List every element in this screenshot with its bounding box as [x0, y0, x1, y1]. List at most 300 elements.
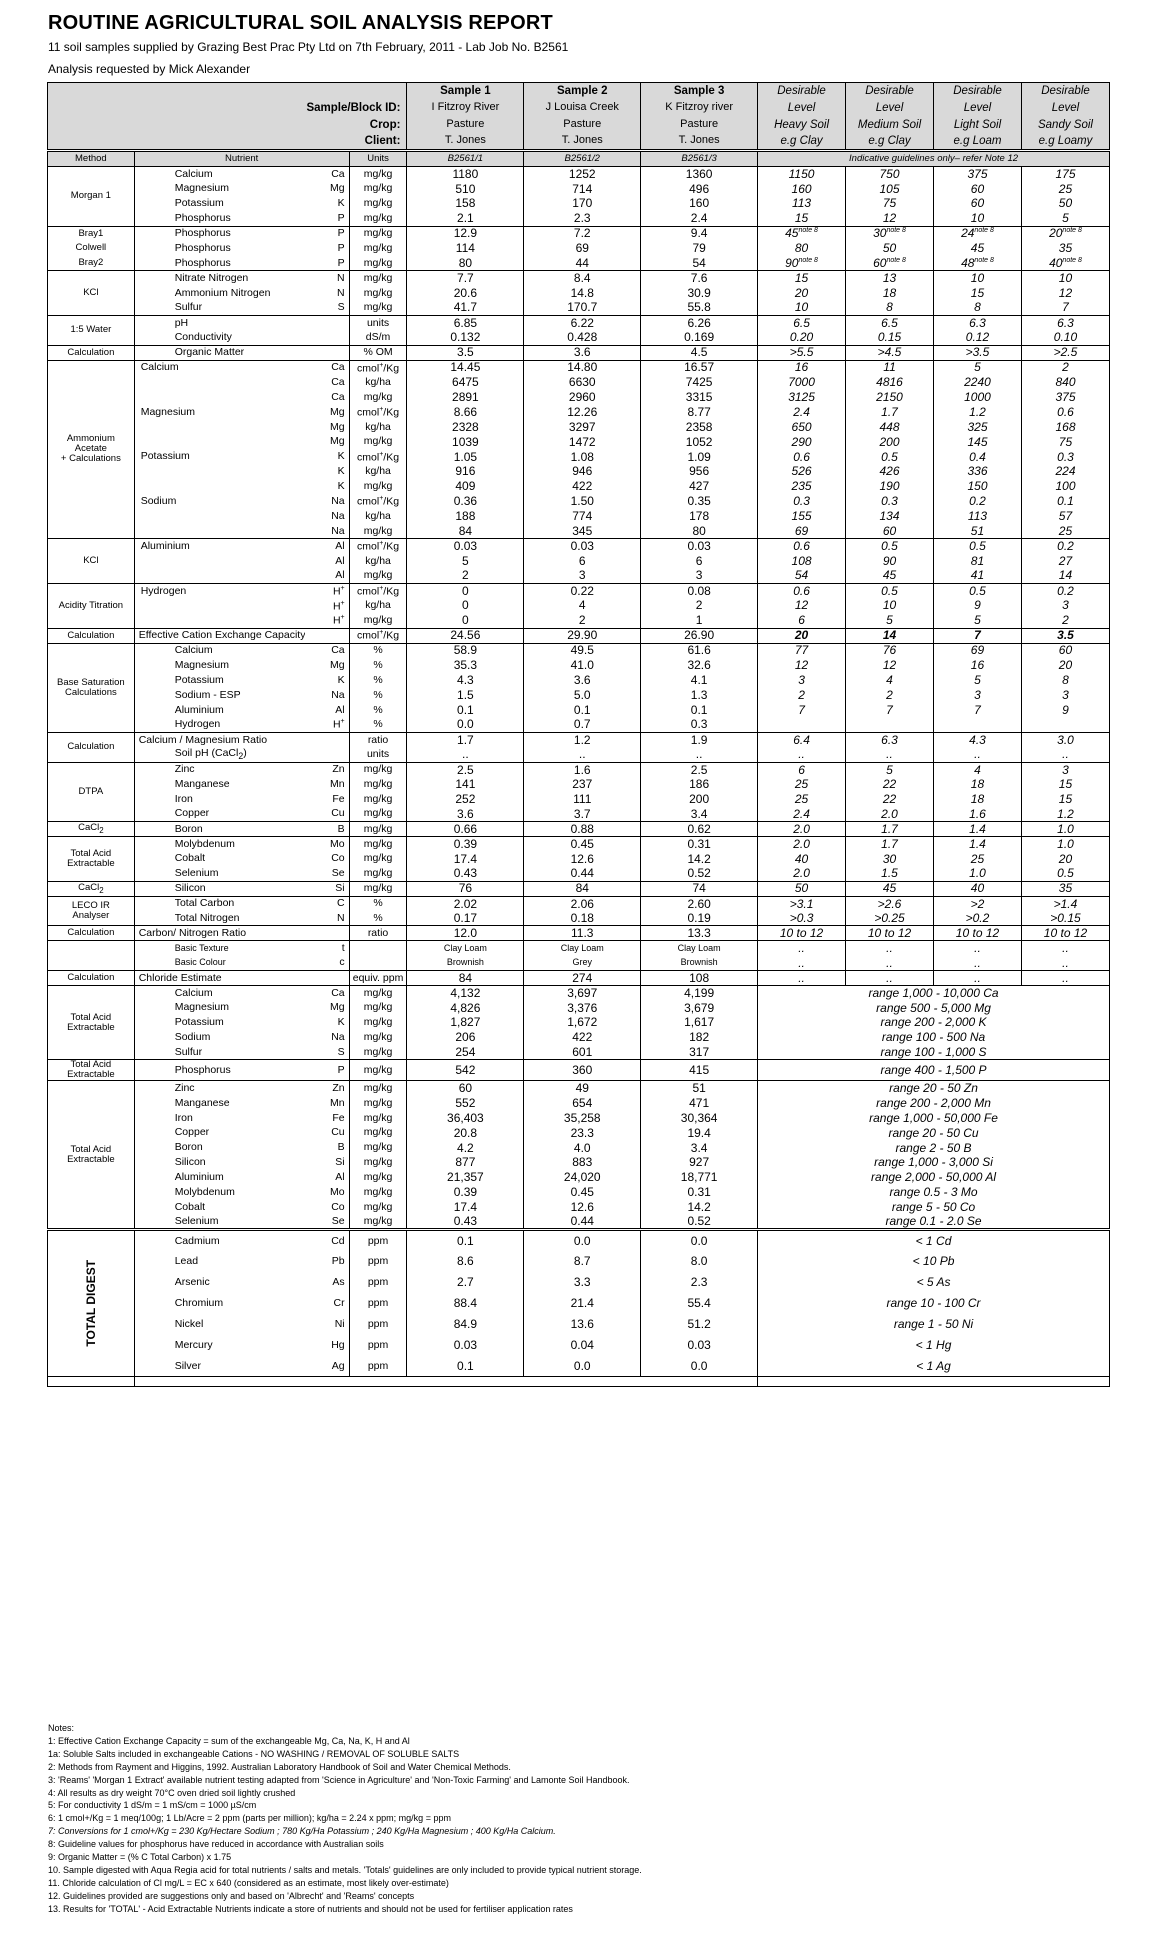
table-row [48, 628, 1110, 643]
table-row [48, 1170, 1110, 1185]
sample-value: 55.4 [641, 1293, 758, 1314]
sample-value: 0.3 [641, 717, 758, 732]
desirable-value: 7000 [758, 375, 846, 390]
sample-value: 8.77 [641, 405, 758, 420]
element-symbol: K [337, 450, 345, 463]
units: kg/ha [349, 375, 407, 390]
sample-value: 1.50 [524, 494, 641, 509]
units: mg/kg [349, 613, 407, 628]
note-item: 10. Sample digested with Aqua Regia acid for total nutrients / salts and metals. 'Totals' guidelines are only included to provide typical nutrient storage. [48, 1864, 642, 1875]
nutrient-name: Sodium - ESP [174, 688, 241, 701]
nutrient-name: Potassium [174, 673, 224, 686]
desirable-value: 3125 [758, 390, 846, 405]
table-row [48, 1140, 1110, 1155]
sample-value: 422 [524, 1030, 641, 1045]
sample-value: 3.6 [524, 673, 641, 688]
sample-value: 274 [524, 971, 641, 986]
table-row [48, 375, 1110, 390]
desirable-value: $90^{note 8}$ [758, 256, 846, 271]
element-symbol: Al [335, 703, 345, 716]
element-symbol: Co [331, 1200, 345, 1213]
sample-value: 16.57 [641, 360, 758, 375]
table-row [48, 554, 1110, 569]
guideline-range: range 1,000 - 50,000 Fe [758, 1111, 1110, 1126]
sample-value: 8.7 [524, 1251, 641, 1272]
metal-row [48, 1251, 1110, 1272]
table-row [48, 464, 1110, 479]
total-digest-label [48, 1230, 135, 1377]
units: mg/kg [349, 762, 407, 777]
desirable-value: 2 [846, 688, 934, 703]
guideline-range: < 1 Ag [758, 1356, 1110, 1377]
desirable-value: 224 [1021, 464, 1109, 479]
desirable-value: 113 [934, 509, 1022, 524]
guideline-range: range 20 - 50 Cu [758, 1126, 1110, 1141]
desirable-value: .. [1021, 941, 1109, 956]
units: mg/kg [349, 1140, 407, 1155]
desirable-value: 325 [934, 420, 1022, 435]
desirable-value: 15 [758, 271, 846, 286]
table-row [48, 524, 1110, 539]
method-label: Base Saturation Calculations [48, 643, 135, 732]
desirable-value: 1.7 [846, 822, 934, 837]
element-symbol: Al [335, 1171, 345, 1184]
sample-value: 0.0 [641, 1230, 758, 1251]
units: mg/kg [349, 1170, 407, 1185]
table-row [48, 211, 1110, 226]
desirable-value: 81 [934, 554, 1022, 569]
nutrient-name: Sulfur [174, 1045, 203, 1058]
table-row [48, 271, 1110, 286]
desirable-value: 0.2 [934, 494, 1022, 509]
table-row [48, 971, 1110, 986]
guideline-range: range 2,000 - 50,000 Al [758, 1170, 1110, 1185]
units: % [349, 896, 407, 911]
units: ppm [349, 1335, 407, 1356]
sample-value: 19.4 [641, 1126, 758, 1141]
table-row [48, 941, 1110, 956]
units: mg/kg [349, 1030, 407, 1045]
nutrient-name: Molybdenum [174, 1186, 235, 1199]
guideline-range: range 400 - 1,500 P [758, 1060, 1110, 1081]
desirable-value: 22 [846, 777, 934, 792]
sample-value: 3,697 [524, 985, 641, 1000]
sample-value: 1360 [641, 167, 758, 182]
element-symbol: Fe [332, 792, 345, 805]
sample-value: 0.43 [407, 1215, 524, 1230]
guideline-range: range 20 - 50 Zn [758, 1081, 1110, 1096]
desirable-value: 4 [846, 673, 934, 688]
units: mg/kg [349, 1096, 407, 1111]
desirable-value: 1.7 [846, 837, 934, 852]
method-label: 1:5 Water [48, 315, 135, 345]
nutrient-name: Iron [174, 1111, 193, 1124]
sample-value: 23.3 [524, 1126, 641, 1141]
sample-value: 20.8 [407, 1126, 524, 1141]
desirable-value: 4.3 [934, 732, 1022, 747]
desirable-value: 1.6 [934, 807, 1022, 822]
header-label: Crop: [48, 117, 407, 134]
desirable-value: 4816 [846, 375, 934, 390]
nutrient-name [134, 420, 305, 435]
sample-value: 0.0 [407, 717, 524, 732]
desirable-value: 75 [846, 196, 934, 211]
element-symbol: Mg [330, 420, 345, 433]
sample-value: 4,132 [407, 985, 524, 1000]
desirable-value: 448 [846, 420, 934, 435]
desirable-level-header: Level [846, 100, 934, 117]
sample-value: 186 [641, 777, 758, 792]
sample-value: 200 [641, 792, 758, 807]
desirable-value: $24^{note 8}$ [934, 226, 1022, 241]
sample-value: 6 [524, 554, 641, 569]
sample-value: 1052 [641, 435, 758, 450]
element-symbol: P [305, 1060, 349, 1081]
sample-value: 6.85 [407, 315, 524, 330]
note-item: 9: Organic Matter = (% C Total Carbon) x 1.75 [48, 1852, 232, 1863]
sample-value: 0 [407, 613, 524, 628]
desirable-value: 3 [1021, 688, 1109, 703]
sample-value: 510 [407, 181, 524, 196]
sample-value: 0.0 [524, 1356, 641, 1377]
sample-value: 427 [641, 479, 758, 494]
units: % [349, 688, 407, 703]
table-row [48, 762, 1110, 777]
units: mg/kg [349, 866, 407, 881]
report-title: ROUTINE AGRICULTURAL SOIL ANALYSIS REPORT [48, 12, 553, 34]
element-symbol: B [305, 822, 349, 837]
desirable-value: 0.5 [934, 539, 1022, 554]
desirable-value: .. [758, 956, 846, 971]
sample-value: 7.6 [641, 271, 758, 286]
sample-value: 41.7 [407, 301, 524, 316]
desirable-value: 45 [934, 241, 1022, 256]
sample-value: 0.36 [407, 494, 524, 509]
metal-name: Silver [174, 1359, 201, 1372]
header-row [48, 134, 1110, 151]
units: cmol+/Kg [349, 494, 407, 509]
desirable-level-header: Light Soil [934, 117, 1022, 134]
element-symbol: P [305, 226, 349, 241]
sample-value: 30,364 [641, 1111, 758, 1126]
desirable-value: 10 to 12 [1021, 926, 1109, 941]
sample-id: K Fitzroy river [641, 100, 758, 117]
sample-client: T. Jones [524, 134, 641, 151]
desirable-value: 77 [758, 643, 846, 658]
note-item: 6: 1 cmol+/Kg = 1 meq/100g; 1 Lb/Acre = 2 ppm (parts per million); kg/ha = 2.24 x ppm; mg/kg = ppm [48, 1813, 451, 1824]
desirable-level-header: Sandy Soil [1021, 117, 1109, 134]
sample-value: 4 [524, 598, 641, 613]
units: mg/kg [349, 1126, 407, 1141]
desirable-value: 60 [1021, 643, 1109, 658]
sample-value: 1.5 [407, 688, 524, 703]
table-row [48, 822, 1110, 837]
metal-name: Lead [174, 1254, 199, 1267]
sample-value: 1 [641, 613, 758, 628]
header-row [48, 100, 1110, 117]
nutrient-name: Organic Matter [134, 345, 305, 360]
element-symbol: Ca [331, 390, 345, 403]
units: mg/kg [349, 1200, 407, 1215]
sample-value: 654 [524, 1096, 641, 1111]
sample-value: 49.5 [524, 643, 641, 658]
desirable-value: 20 [1021, 658, 1109, 673]
element-symbol: Ca [305, 167, 349, 182]
desirable-value: 0.5 [934, 583, 1022, 598]
table-row [48, 732, 1110, 747]
table-row [48, 1126, 1110, 1141]
sample-value: 0.03 [407, 539, 524, 554]
desirable-value: 1.5 [846, 866, 934, 881]
method-label: DTPA [48, 762, 135, 822]
nutrient-name: Basic Colour [174, 957, 226, 968]
desirable-value: .. [934, 941, 1022, 956]
desirable-value: 12 [1021, 286, 1109, 301]
units: ratio [349, 926, 407, 941]
nutrient-name [134, 613, 305, 628]
desirable-value: 1.4 [934, 837, 1022, 852]
table-row [48, 1030, 1110, 1045]
units: mg/kg [349, 286, 407, 301]
sample-value: 883 [524, 1155, 641, 1170]
units: ppm [349, 1272, 407, 1293]
table-row [48, 181, 1110, 196]
element-symbol: Ni [334, 1317, 345, 1330]
note-item: 1: Effective Cation Exchange Capacity = sum of the exchangeable Mg, Ca, Na, K, H and Al [48, 1735, 410, 1746]
sample-value: 8.6 [407, 1251, 524, 1272]
units: cmol+/Kg [349, 449, 407, 464]
nutrient-name: Basic Texture [134, 941, 305, 956]
desirable-value: >1.4 [1021, 896, 1109, 911]
element-symbol: H+ [332, 718, 345, 731]
sample-value: 2.7 [407, 1272, 524, 1293]
nutrient-name: Manganese [174, 1096, 230, 1109]
sample-value: 1.7 [407, 732, 524, 747]
sample-crop: Pasture [641, 117, 758, 134]
note-ref: note 8 [886, 227, 906, 235]
desirable-value [758, 717, 846, 732]
nutrient-name: Sodium [140, 495, 177, 508]
sample-crop: Pasture [407, 117, 524, 134]
desirable-value: 750 [846, 167, 934, 182]
units: mg/kg [349, 985, 407, 1000]
units [349, 941, 407, 956]
nutrient-name: Magnesium [174, 658, 229, 671]
nutrient-name: Calcium [134, 167, 305, 182]
desirable-value: 25 [758, 777, 846, 792]
table-row [48, 911, 1110, 926]
element-symbol: Na [331, 509, 345, 522]
units: kg/ha [349, 509, 407, 524]
desirable-value: 336 [934, 464, 1022, 479]
sample-value: 254 [407, 1045, 524, 1060]
method-label: Calculation [48, 345, 135, 360]
metal-name: Mercury [174, 1338, 213, 1351]
desirable-value: 25 [1021, 181, 1109, 196]
nutrient-name: Aluminium [174, 703, 224, 716]
sample-value: 0.62 [641, 822, 758, 837]
desirable-value: 2240 [934, 375, 1022, 390]
note-item: 3: 'Reams' 'Morgan 1 Extract' available nutrient testing adapted from 'Science in Agriculture' and 'Non-Toxic Farming' and Lamonte Soil Handbook. [48, 1774, 630, 1785]
nutrient-name: Magnesium [174, 1001, 229, 1014]
desirable-value: .. [1021, 747, 1109, 762]
guideline-range: range 1,000 - 3,000 Si [758, 1155, 1110, 1170]
sample-value: Clay Loam [407, 941, 524, 956]
metal-row [48, 1230, 1110, 1251]
table-row [48, 777, 1110, 792]
sample-value: 4.0 [524, 1140, 641, 1155]
sample-value: 0.428 [524, 330, 641, 345]
desirable-value: .. [934, 747, 1022, 762]
sample-value: 774 [524, 509, 641, 524]
units-column-header: Units [349, 151, 407, 167]
sample-value: 946 [524, 464, 641, 479]
desirable-value: 41 [934, 569, 1022, 584]
sample-value: 0.88 [524, 822, 641, 837]
sample-value: 2.5 [407, 762, 524, 777]
method-label: Calculation [48, 732, 135, 762]
units: dS/m [349, 330, 407, 345]
units: % [349, 717, 407, 732]
guideline-range: range 2 - 50 B [758, 1140, 1110, 1155]
units: mg/kg [349, 390, 407, 405]
table-row [48, 837, 1110, 852]
metal-row [48, 1335, 1110, 1356]
sample-value: 0.169 [641, 330, 758, 345]
desirable-value: 0.20 [758, 330, 846, 345]
sample-client: T. Jones [641, 134, 758, 151]
desirable-value: 25 [758, 792, 846, 807]
units: equiv. ppm [349, 971, 407, 986]
nutrient-name: Potassium [174, 1016, 224, 1029]
element-symbol [305, 628, 349, 643]
sample-id: J Louisa Creek [524, 100, 641, 117]
method-label: Calculation [48, 971, 135, 986]
sample-value: 0.1 [407, 1230, 524, 1251]
desirable-value: 2.4 [758, 807, 846, 822]
desirable-value: 50 [846, 241, 934, 256]
sample-value: 0.0 [641, 1356, 758, 1377]
desirable-value: 1.2 [1021, 807, 1109, 822]
element-symbol: Na [331, 524, 345, 537]
element-symbol: Ag [331, 1359, 345, 1372]
desirable-value: 16 [758, 360, 846, 375]
element-symbol: As [332, 1275, 345, 1288]
desirable-value: 27 [1021, 554, 1109, 569]
element-symbol: Cu [331, 807, 345, 820]
table-row [48, 1045, 1110, 1060]
sample-value: 51.2 [641, 1314, 758, 1335]
element-symbol: N [337, 286, 345, 299]
sample-value: 2.3 [524, 211, 641, 226]
column-header-row [48, 151, 1110, 167]
table-row [48, 688, 1110, 703]
sample-value: 84 [407, 971, 524, 986]
desirable-value: 57 [1021, 509, 1109, 524]
sample-value: 8.66 [407, 405, 524, 420]
units: kg/ha [349, 464, 407, 479]
nutrient-name: Calcium [134, 360, 305, 375]
desirable-value: 15 [1021, 792, 1109, 807]
sample-value: 170 [524, 196, 641, 211]
units: % [349, 658, 407, 673]
units: cmol+/Kg [349, 360, 407, 375]
guideline-range: < 1 Hg [758, 1335, 1110, 1356]
nutrient-name: Copper [174, 807, 210, 820]
desirable-value: 0.1 [1021, 494, 1109, 509]
method-label: Total Acid Extractable [48, 985, 135, 1059]
sample-value: 956 [641, 464, 758, 479]
guideline-range: < 5 As [758, 1272, 1110, 1293]
desirable-level-header: Level [758, 100, 846, 117]
table-row [48, 539, 1110, 554]
desirable-value: 0.6 [758, 583, 846, 598]
sample-name: Sample 1 [407, 83, 524, 100]
sample-value: 35.3 [407, 658, 524, 673]
desirable-value: 6 [758, 762, 846, 777]
sample-value: 877 [407, 1155, 524, 1170]
element-symbol: Fe [332, 1111, 345, 1124]
desirable-value: .. [934, 971, 1022, 986]
sample-value: 4.3 [407, 673, 524, 688]
element-symbol: N [305, 271, 349, 286]
sample-name: Sample 3 [641, 83, 758, 100]
sample-value: 2960 [524, 390, 641, 405]
desirable-level-header: Desirable [758, 83, 846, 100]
sample-value: 0 [407, 598, 524, 613]
desirable-value: 50 [1021, 196, 1109, 211]
desirable-value: 16 [934, 658, 1022, 673]
sample-value: 345 [524, 524, 641, 539]
element-symbol: K [337, 465, 345, 478]
nutrient-name: Molybdenum [134, 837, 305, 852]
desirable-value: 1.0 [1021, 822, 1109, 837]
element-symbol: Mo [330, 1186, 345, 1199]
desirable-value: 0.5 [846, 539, 934, 554]
desirable-value: 6.3 [846, 732, 934, 747]
desirable-value: 6.5 [846, 315, 934, 330]
table-row [48, 673, 1110, 688]
nutrient-name: Zinc [134, 762, 305, 777]
units: mg/kg [349, 241, 407, 256]
element-symbol: Se [331, 867, 345, 880]
sample-value: 20.6 [407, 286, 524, 301]
units: mg/kg [349, 479, 407, 494]
nutrient-name: Sodium [174, 1031, 211, 1044]
desirable-level-header: Desirable [934, 83, 1022, 100]
units: mg/kg [349, 569, 407, 584]
sample-value: 13.6 [524, 1314, 641, 1335]
nutrient-name: Silicon [134, 881, 305, 896]
nutrient-name: Manganese [174, 777, 230, 790]
element-symbol: Zn [305, 1081, 349, 1096]
sample-value: 1,672 [524, 1015, 641, 1030]
sample-value: 6630 [524, 375, 641, 390]
desirable-value: 12 [846, 211, 934, 226]
sample-value: 1180 [407, 167, 524, 182]
units: mg/kg [349, 1111, 407, 1126]
method-label: Bray1 [48, 226, 135, 241]
sample-value: 0.1 [524, 703, 641, 718]
sample-value: .. [641, 747, 758, 762]
table-row [48, 643, 1110, 658]
sample-value: 0.0 [524, 1230, 641, 1251]
metal-name: Arsenic [174, 1275, 210, 1288]
lab-code: B2561/2 [524, 151, 641, 167]
table-footer-spacer [48, 1377, 1110, 1387]
table-row [48, 717, 1110, 732]
desirable-value: 2 [1021, 360, 1109, 375]
